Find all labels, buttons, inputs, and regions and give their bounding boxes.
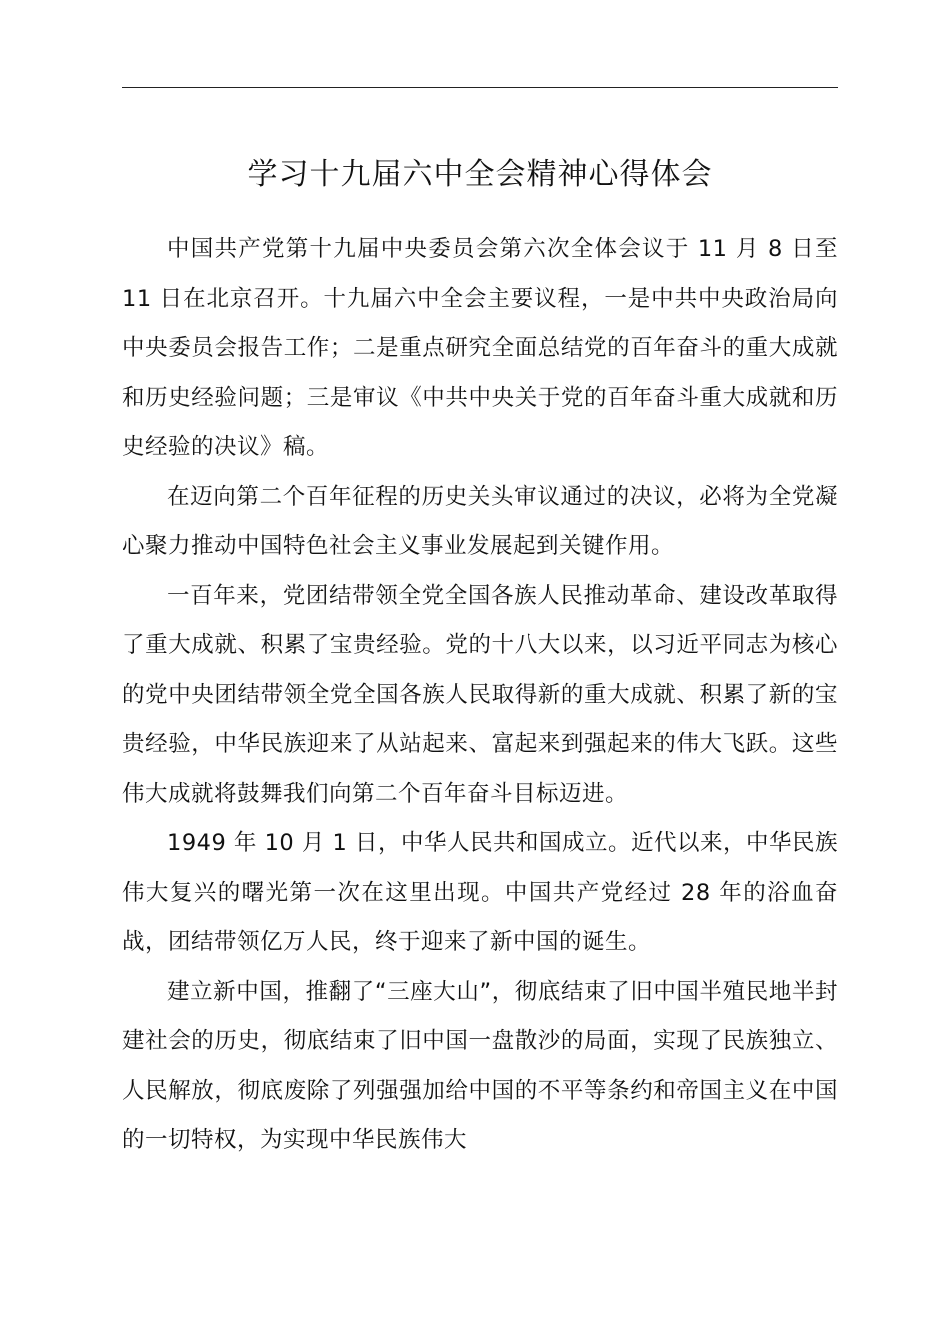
header-rule xyxy=(122,87,838,88)
paragraph: 中国共产党第十九届中央委员会第六次全体会议于 11 月 8 日至 11 日在北京召开。十九届六中全会主要议程，一是中共中央政治局向中央委员会报告工作；二是重点研究全面总结党的百年奋斗的重大成就和历史经验问题；三是审议《中共中央关于党的百年奋斗重大成就和历史经验的决议》稿。 xyxy=(122,236,838,460)
paragraph: 一百年来，党团结带领全党全国各族人民推动革命、建设改革取得了重大成就、积累了宝贵经验。党的十八大以来，以习近平同志为核心的党中央团结带领全党全国各族人民取得新的重大成就、积累了新的宝贵经验，中华民族迎来了从站起来、富起来到强起来的伟大飞跃。这些伟大成就将鼓舞我们向第二个百年奋斗目标迈进。 xyxy=(122,582,838,807)
document-body xyxy=(122,225,838,1166)
paragraph: 1949 年 10 月 1 日，中华人民共和国成立。近代以来，中华民族伟大复兴的曙光第一次在这里出现。中国共产党经过 28 年的浴血奋战，团结带领亿万人民，终于迎来了新中国的诞生。 xyxy=(122,830,838,955)
document-title: 学习十九届六中全会精神心得体会 xyxy=(247,157,713,192)
paragraph: 在迈向第二个百年征程的历史关头审议通过的决议，必将为全党凝心聚力推动中国特色社会主义事业发展起到关键作用。 xyxy=(122,483,838,559)
paragraph: 建立新中国，推翻了“三座大山”，彻底结束了旧中国半殖民地半封建社会的历史，彻底结束了旧中国一盘散沙的局面，实现了民族独立、人民解放，彻底废除了列强强加给中国的不平等条约和帝国主义在中国的一切特权，为实现中华民族伟大 xyxy=(122,978,838,1153)
